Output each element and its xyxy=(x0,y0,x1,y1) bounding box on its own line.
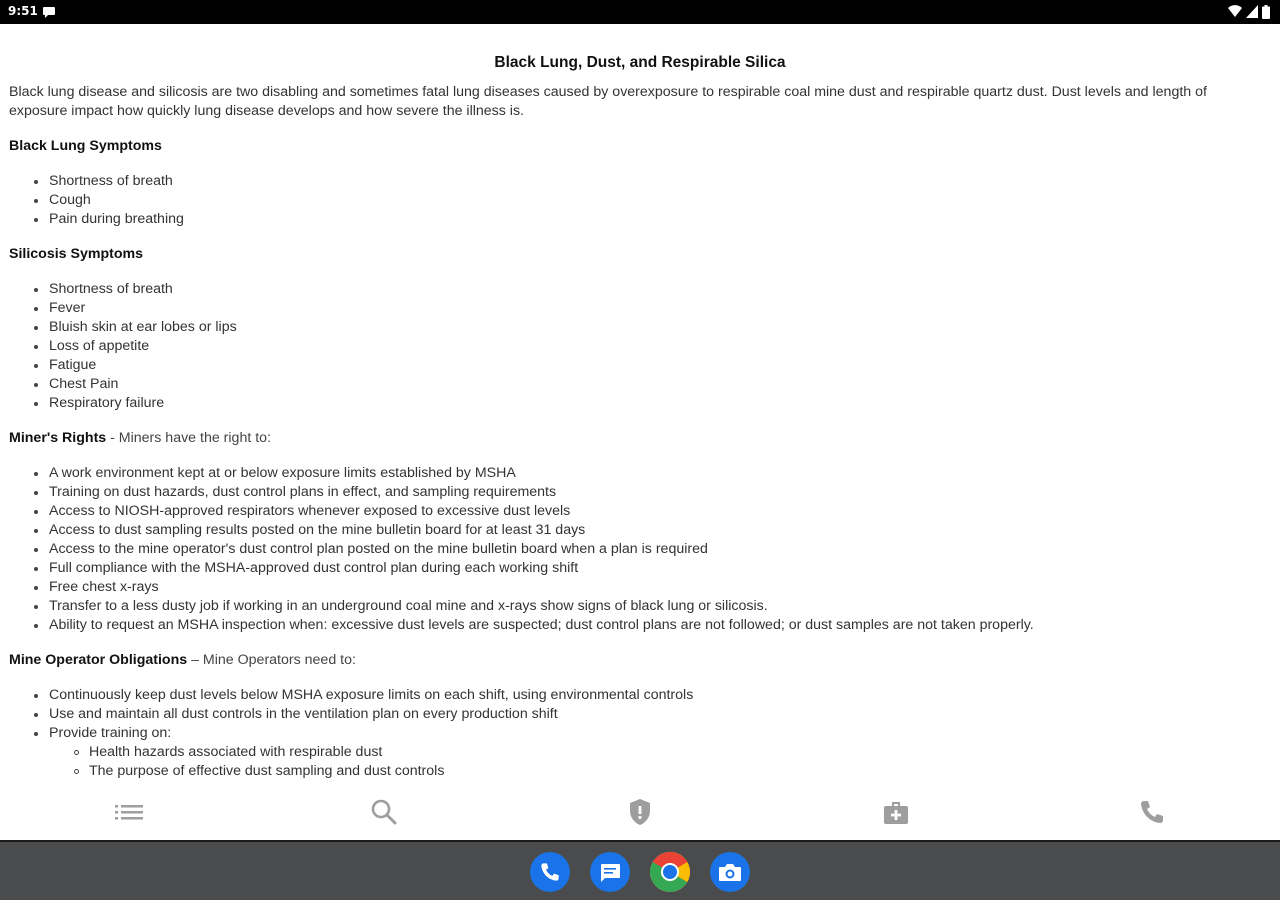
first-aid-kit-icon xyxy=(882,798,910,826)
list-item: Chest Pain xyxy=(49,375,1280,394)
list-item: Cough xyxy=(49,191,1280,210)
miners-rights-title: Miner's Rights xyxy=(9,430,107,446)
status-bar xyxy=(0,0,1280,24)
operator-obligations-heading xyxy=(9,651,1280,670)
dock-messages-app[interactable] xyxy=(590,852,630,892)
phone-app-icon xyxy=(539,861,561,883)
search-icon xyxy=(370,798,398,826)
list-item: Respiratory failure xyxy=(49,394,1280,413)
article-intro: Black lung disease and silicosis are two disabling and sometimes fatal lung diseases caused by overexposure to respirable coal mine dust and respirable quartz dust. Dust levels and length of exposure impact how quickly lung disease develops and how severe the illness is. xyxy=(9,84,1207,119)
list-item: Training on dust hazards, dust control plans in effect, and sampling requirements xyxy=(49,483,1280,502)
list-item: Shortness of breath xyxy=(49,280,1280,299)
messages-app-icon xyxy=(599,861,621,883)
list-item: Transfer to a less dusty job if working in an underground coal mine and x-rays show signs of black lung or silicosis. xyxy=(49,597,1280,616)
operator-obligations-list xyxy=(0,686,1280,781)
list-item: Full compliance with the MSHA-approved dust control plan during each working shift xyxy=(49,559,1280,578)
nav-first-aid-button[interactable] xyxy=(880,798,912,826)
miners-rights-list xyxy=(0,464,1280,635)
training-label: Provide training on: xyxy=(49,725,172,741)
list-item: Pain during breathing xyxy=(49,210,1280,229)
nav-search-button[interactable] xyxy=(368,798,400,826)
black-lung-list xyxy=(0,172,1280,229)
dock-phone-app[interactable] xyxy=(530,852,570,892)
training-list xyxy=(49,743,1280,781)
silicosis-heading: Silicosis Symptoms xyxy=(9,246,144,262)
list-icon xyxy=(114,802,144,822)
list-item: Fever xyxy=(49,299,1280,318)
silicosis-list xyxy=(0,280,1280,413)
signal-icon xyxy=(1246,5,1258,18)
article-title: Black Lung, Dust, and Respirable Silica xyxy=(494,54,786,71)
list-item: Shortness of breath xyxy=(49,172,1280,191)
list-item: Access to the mine operator's dust control plan posted on the mine bulletin board when a plan is required xyxy=(49,540,1280,559)
list-item: Fatigue xyxy=(49,356,1280,375)
article-content[interactable] xyxy=(0,24,1280,784)
system-icons xyxy=(1228,5,1270,19)
sub-list-item: The purpose of effective dust sampling and dust controls xyxy=(89,762,1280,781)
dock-camera-app[interactable] xyxy=(710,852,750,892)
phone-icon xyxy=(1138,798,1166,826)
wifi-icon xyxy=(1228,5,1242,18)
dock-chrome-app[interactable] xyxy=(650,852,690,892)
chrome-app-icon xyxy=(650,852,690,892)
app-dock xyxy=(0,840,1280,900)
nav-safety-button[interactable] xyxy=(624,798,656,826)
list-item: Access to dust sampling results posted on the mine bulletin board for at least 31 days xyxy=(49,521,1280,540)
list-item: A work environment kept at or below exposure limits established by MSHA xyxy=(49,464,1280,483)
camera-app-icon xyxy=(718,861,742,883)
shield-icon xyxy=(628,798,652,826)
list-item: Continuously keep dust levels below MSHA exposure limits on each shift, using environmental controls xyxy=(49,686,1280,705)
black-lung-heading: Black Lung Symptoms xyxy=(9,138,162,154)
nav-list-button[interactable] xyxy=(113,798,145,826)
nav-call-button[interactable] xyxy=(1136,798,1168,826)
miners-rights-heading xyxy=(9,429,1280,448)
sub-list-item: Health hazards associated with respirable dust xyxy=(89,743,1280,762)
battery-icon xyxy=(1262,5,1270,19)
message-icon xyxy=(42,5,56,19)
operator-obligations-subtitle: – Mine Operators need to: xyxy=(187,652,356,668)
list-item: Access to NIOSH-approved respirators whenever exposed to excessive dust levels xyxy=(49,502,1280,521)
list-item: Ability to request an MSHA inspection when: excessive dust levels are suspected; dust control plans are not followed; or dust samples are not taken properly. xyxy=(49,616,1280,635)
list-item: Free chest x-rays xyxy=(49,578,1280,597)
list-item xyxy=(49,724,1280,781)
list-item: Use and maintain all dust controls in the ventilation plan on every production shift xyxy=(49,705,1280,724)
list-item: Bluish skin at ear lobes or lips xyxy=(49,318,1280,337)
bottom-navigation xyxy=(0,784,1280,840)
operator-obligations-title: Mine Operator Obligations xyxy=(9,652,188,668)
status-time: 9:51 xyxy=(8,4,38,18)
miners-rights-subtitle: - Miners have the right to: xyxy=(106,430,271,446)
list-item: Loss of appetite xyxy=(49,337,1280,356)
